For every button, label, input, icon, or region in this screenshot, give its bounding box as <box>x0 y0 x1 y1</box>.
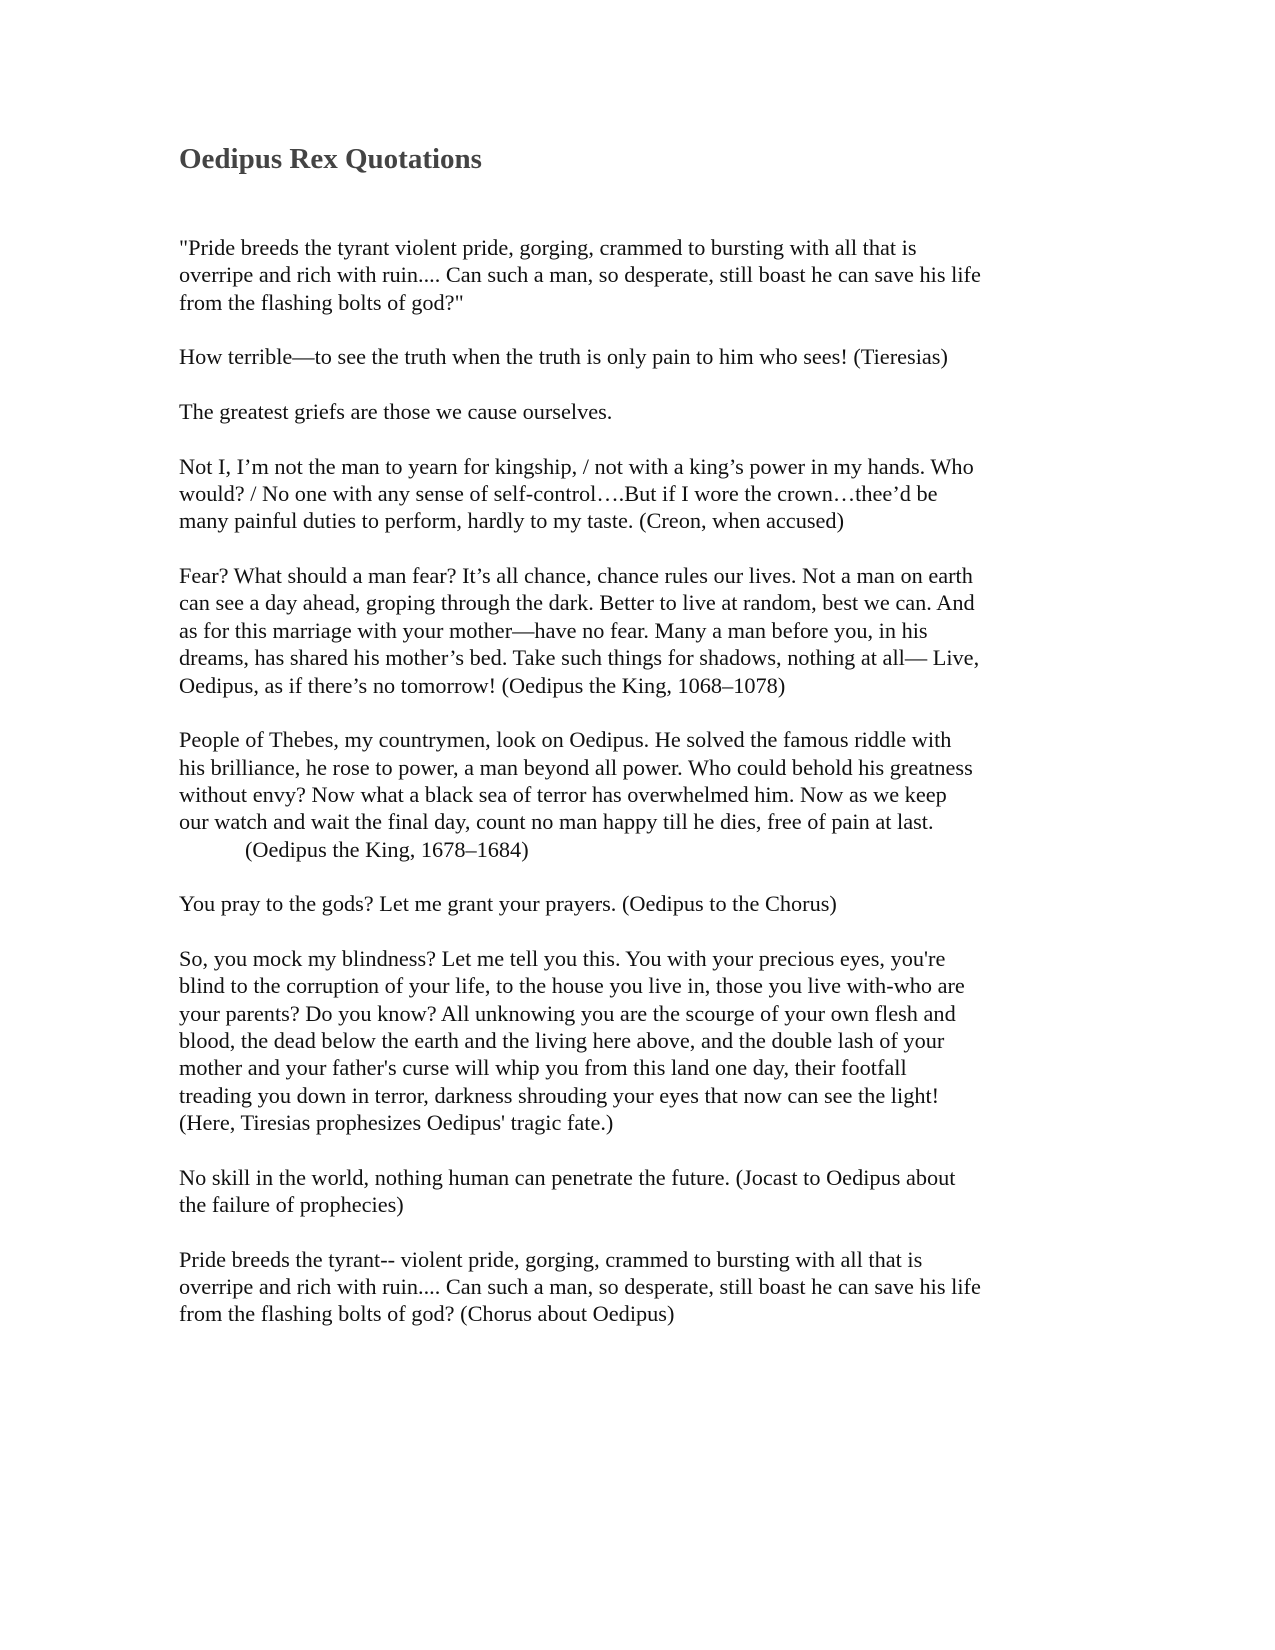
quotation-paragraph <box>179 234 981 316</box>
quotation-paragraph <box>179 1164 981 1219</box>
quotation-line: without envy? Now what a black sea of terror has overwhelmed him. Now as we keep <box>179 781 947 807</box>
quotation-line: overripe and rich with ruin.... Can such a man, so desperate, still boast he can save his life <box>179 1274 981 1300</box>
quotation-line: many painful duties to perform, hardly to my taste. (Creon, when accused) <box>179 508 844 534</box>
quotation-paragraph <box>179 1246 981 1328</box>
quotation-line: No skill in the world, nothing human can penetrate the future. (Jocast to Oedipus about <box>179 1164 956 1190</box>
quotation-line: "Pride breeds the tyrant violent pride, gorging, crammed to bursting with all that is <box>179 235 917 260</box>
quotation-line: can see a day ahead, groping through the dark. Better to live at random, best we can. And <box>179 590 975 616</box>
quotation-line: Not I, I’m not the man to yearn for kingship, / not with a king’s power in my hands. Who <box>179 453 974 479</box>
quotation-paragraph <box>179 945 981 1136</box>
quotation-line: The greatest griefs are those we cause ourselves. <box>179 399 613 425</box>
quotation-line: our watch and wait the final day, count no man happy till he dies, free of pain at last. <box>179 809 934 835</box>
quotation-line: from the flashing bolts of god?" <box>179 289 464 315</box>
quotation-line: Pride breeds the tyrant-- violent pride, gorging, crammed to bursting with all that is <box>179 1246 923 1272</box>
quotation-paragraph <box>179 890 981 917</box>
quotation-line: overripe and rich with ruin.... Can such a man, so desperate, still boast he can save his life <box>179 262 981 288</box>
quotation-paragraph <box>179 726 981 863</box>
quotation-line: mother and your father's curse will whip you from this land one day, their footfall <box>179 1055 907 1081</box>
quotation-line: Fear? What should a man fear? It’s all chance, chance rules our lives. Not a man on earth <box>179 563 973 589</box>
quotation-line: (Here, Tiresias prophesizes Oedipus' tragic fate.) <box>179 1110 614 1135</box>
quotation-line: Oedipus, as if there’s no tomorrow! (Oedipus the King, 1068–1078) <box>179 672 786 698</box>
quotation-line: You pray to the gods? Let me grant your prayers. (Oedipus to the Chorus) <box>179 891 837 917</box>
quotation-line: his brilliance, he rose to power, a man beyond all power. Who could behold his greatness <box>179 754 973 780</box>
quotation-line: from the flashing bolts of god? (Chorus about Oedipus) <box>179 1301 675 1327</box>
quotation-paragraph <box>179 398 981 425</box>
quotation-line: your parents? Do you know? All unknowing you are the scourge of your own flesh and <box>179 1000 956 1026</box>
quotations-list <box>179 234 981 1355</box>
quotation-paragraph <box>179 343 981 370</box>
quotation-line: treading you down in terror, darkness shrouding your eyes that now can see the light! <box>179 1082 940 1108</box>
quotation-line: (Oedipus the King, 1678–1684) <box>245 836 529 862</box>
quotation-line: would? / No one with any sense of self-control….But if I wore the crown…thee’d be <box>179 481 938 507</box>
page-title: Oedipus Rex Quotations <box>179 143 482 175</box>
quotation-line: People of Thebes, my countrymen, look on Oedipus. He solved the famous riddle with <box>179 727 952 753</box>
quotation-line: So, you mock my blindness? Let me tell you this. You with your precious eyes, you're <box>179 945 946 971</box>
quotation-line: How terrible—to see the truth when the truth is only pain to him who sees! (Tieresias) <box>179 344 948 370</box>
quotation-line: dreams, has shared his mother’s bed. Take such things for shadows, nothing at all— Live, <box>179 645 980 671</box>
quotation-paragraph <box>179 562 981 699</box>
quotation-line: the failure of prophecies) <box>179 1192 404 1218</box>
quotation-line: as for this marriage with your mother—have no fear. Many a man before you, in his <box>179 617 928 643</box>
quotation-paragraph <box>179 453 981 535</box>
quotation-line: blood, the dead below the earth and the living here above, and the double lash of your <box>179 1027 945 1053</box>
quotation-line: blind to the corruption of your life, to the house you live in, those you live with-who are <box>179 973 965 999</box>
